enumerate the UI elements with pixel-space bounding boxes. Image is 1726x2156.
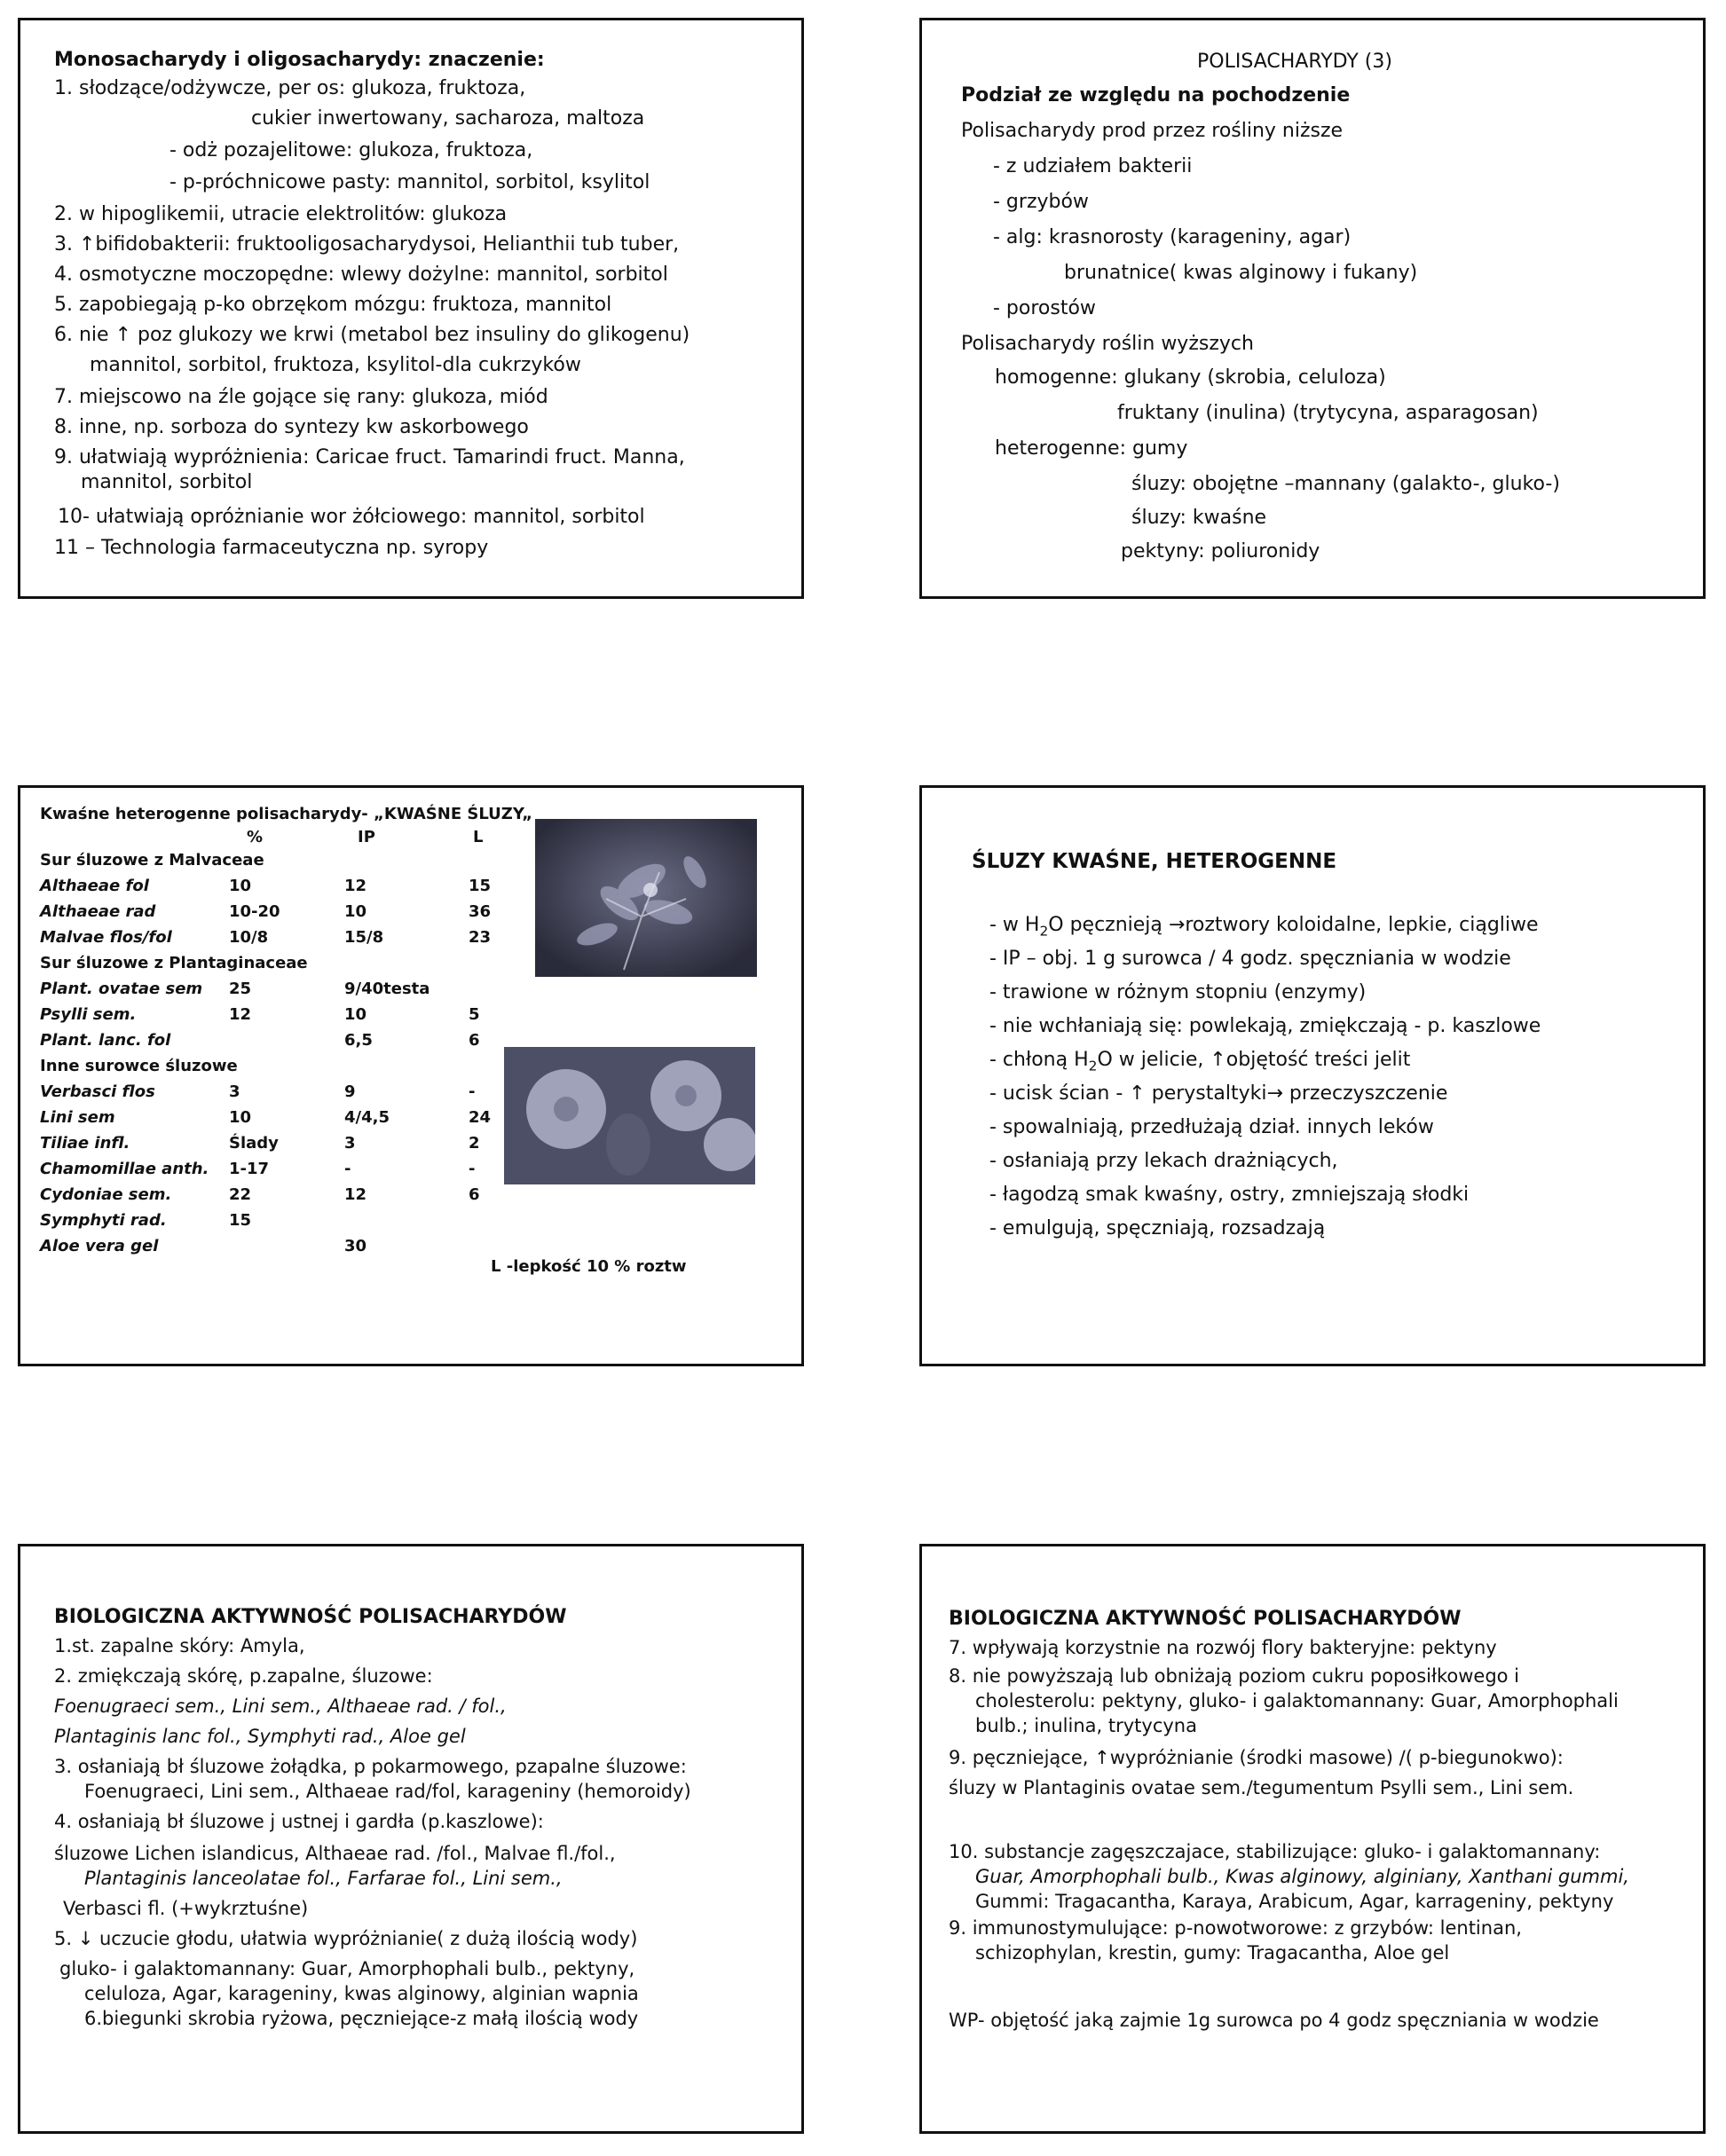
text-line: 9. immunostymulujące: p-nowotworowe: z grzybów: lentinan, bbox=[949, 1917, 1522, 1939]
table-cell-name: Plant. lanc. fol bbox=[40, 1031, 171, 1050]
text-line: 4. osłaniają bł śluzowe j ustnej i gardła (p.kaszlowe): bbox=[54, 1811, 544, 1832]
table-cell-name: Althaeae rad bbox=[40, 902, 156, 921]
text-line: celuloza, Agar, karageniny, kwas alginowy, alginian wapnia bbox=[84, 1983, 639, 2004]
table-cell-name: Psylli sem. bbox=[40, 1005, 137, 1024]
table-cell-value: 15/8 bbox=[344, 928, 384, 947]
table-cell-value: 12 bbox=[344, 1185, 367, 1204]
text-line: Foenugraeci, Lini sem., Althaeae rad/fol, karageniny (hemoroidy) bbox=[84, 1781, 691, 1802]
table-cell-value: 3 bbox=[344, 1134, 356, 1153]
table-cell-name: Sur śluzowe z Malvaceae bbox=[40, 851, 264, 869]
text-line: 7. wpływają korzystnie na rozwój flory bakteryjne: pektyny bbox=[949, 1637, 1497, 1658]
table-cell-value: 12 bbox=[229, 1005, 252, 1024]
text-line: - alg: krasnorosty (karageniny, agar) bbox=[993, 226, 1352, 248]
text-line: - grzybów bbox=[993, 191, 1089, 213]
table-cell-name: Malvae flos/fol bbox=[40, 928, 172, 947]
table-cell-name: Cydoniae sem. bbox=[40, 1185, 172, 1204]
table-cell-value: 12 bbox=[344, 877, 367, 895]
table-header-pct: % bbox=[247, 828, 264, 846]
text-line: Plantaginis lanceolatae fol., Farfarae fol., Lini sem., bbox=[84, 1868, 563, 1889]
text-line: 6.biegunki skrobia ryżowa, pęczniejące-z małą ilością wody bbox=[84, 2008, 639, 2029]
text-line: 1. słodzące/odżywcze, per os: glukoza, fruktoza, bbox=[54, 77, 526, 99]
text-line: Gummi: Tragacantha, Karaya, Arabicum, Agar, karrageniny, pektyny bbox=[975, 1891, 1614, 1912]
table-cell-name: Symphyti rad. bbox=[40, 1211, 167, 1230]
slide-biologiczna-aktywnosc-2 bbox=[919, 1544, 1706, 2134]
table-title: Kwaśne heterogenne polisacharydy- „KWAŚNE ŚLUZY„ bbox=[40, 805, 533, 823]
slide-monosacharydy bbox=[18, 18, 804, 599]
table-cell-value: 10 bbox=[344, 1005, 367, 1024]
table-cell-name: Inne surowce śluzowe bbox=[40, 1057, 238, 1075]
table-cell-value: 23 bbox=[469, 928, 492, 947]
table-cell-value: - bbox=[469, 1160, 476, 1178]
table-cell-value: 5 bbox=[469, 1005, 480, 1024]
table-cell-value: 10-20 bbox=[229, 902, 280, 921]
slide-subtitle: Podział ze względu na pochodzenie bbox=[961, 84, 1351, 106]
table-cell-value: 6 bbox=[469, 1031, 480, 1050]
table-cell-value: 15 bbox=[229, 1211, 252, 1230]
text-line: śluzy w Plantaginis ovatae sem./tegumentum Psylli sem., Lini sem. bbox=[949, 1777, 1574, 1798]
text-line: 3. osłaniają bł śluzowe żołądka, p pokarmowego, pzapalne śluzowe: bbox=[54, 1756, 687, 1777]
table-cell-value: 36 bbox=[469, 902, 492, 921]
text-line: 9. pęczniejące, ↑wypróżnianie (środki masowe) /( p-biegunokwo): bbox=[949, 1747, 1564, 1768]
text-line: - osłaniają przy lekach drażniących, bbox=[989, 1150, 1338, 1172]
text-line: Foenugraeci sem., Lini sem., Althaeae rad. / fol., bbox=[54, 1696, 507, 1717]
slide-title: BIOLOGICZNA AKTYWNOŚĆ POLISACHARYDÓW bbox=[949, 1608, 1462, 1630]
table-header-l: L bbox=[473, 828, 484, 846]
table-cell-name: Tiliae infl. bbox=[40, 1134, 130, 1153]
text-line: śluzy: obojętne –mannany (galakto-, gluko-) bbox=[1131, 473, 1560, 495]
text-line: - trawione w różnym stopniu (enzymy) bbox=[989, 981, 1367, 1003]
text-line: - nie wchłaniają się: powlekają, zmiękczają - p. kaszlowe bbox=[989, 1015, 1541, 1037]
text-line: - spowalniają, przedłużają dział. innych leków bbox=[989, 1116, 1434, 1138]
plant-photo-flower bbox=[535, 819, 757, 977]
table-cell-value: 10 bbox=[229, 877, 252, 895]
text-line: 6. nie ↑ poz glukozy we krwi (metabol bez insuliny do glikogenu) bbox=[54, 324, 690, 346]
table-cell-value: 22 bbox=[229, 1185, 252, 1204]
text-line: 1.st. zapalne skóry: Amyla, bbox=[54, 1635, 305, 1656]
table-cell-value: 15 bbox=[469, 877, 492, 895]
plant-photo-flowers bbox=[504, 1047, 755, 1184]
text-line: fruktany (inulina) (trytycyna, asparagosan) bbox=[1117, 402, 1539, 424]
text-line: - ucisk ścian - ↑ perystaltyki→ przeczyszczenie bbox=[989, 1082, 1448, 1105]
text-line: 5. ↓ uczucie głodu, ułatwia wypróżnianie( z dużą ilością wody) bbox=[54, 1928, 638, 1949]
text-line: - w $H_2O$ pęcznieją →roztwory koloidalne, lepkie, ciągliwe bbox=[989, 914, 1539, 940]
text-line: - odż pozajelitowe: glukoza, fruktoza, bbox=[169, 139, 533, 161]
text-line: Verbasci fl. (+wykrztuśne) bbox=[63, 1898, 309, 1919]
text-line: cholesterolu: pektyny, gluko- i galaktomannany: Guar, Amorphophali bbox=[975, 1690, 1619, 1711]
table-cell-value: 25 bbox=[229, 980, 252, 998]
text-line: 8. inne, np. sorboza do syntezy kw askorbowego bbox=[54, 416, 529, 438]
table-cell-value: 9 bbox=[344, 1082, 356, 1101]
text-line: - z udziałem bakterii bbox=[993, 155, 1193, 177]
text-line: - IP – obj. 1 g surowca / 4 godz. spęczniania w wodzie bbox=[989, 948, 1511, 970]
table-cell-value: 6,5 bbox=[344, 1031, 373, 1050]
text-line: 9. ułatwiają wypróżnienia: Caricae fruct. Tamarindi fruct. Manna, bbox=[54, 446, 685, 468]
table-cell-value: 9/40testa bbox=[344, 980, 430, 998]
table-cell-name: Chamomillae anth. bbox=[40, 1160, 209, 1178]
table-cell-value: 10/8 bbox=[229, 928, 269, 947]
slide-sluzy-kwasne bbox=[919, 785, 1706, 1366]
table-cell-value: 3 bbox=[229, 1082, 240, 1101]
text-line: pektyny: poliuronidy bbox=[1121, 540, 1320, 563]
text-line: śluzowe Lichen islandicus, Althaeae rad. /fol., Malvae fl./fol., bbox=[54, 1843, 616, 1864]
table-cell-value: 24 bbox=[469, 1108, 492, 1127]
text-line: 2. w hipoglikemii, utracie elektrolitów: glukoza bbox=[54, 203, 508, 225]
text-line: - p-próchnicowe pasty: mannitol, sorbitol, ksylitol bbox=[169, 171, 650, 193]
text-line: - porostów bbox=[993, 297, 1096, 319]
text-line: Guar, Amorphophali bulb., Kwas alginowy, alginiany, Xanthani gummi, bbox=[975, 1866, 1629, 1887]
text-line: WP- objętość jaką zajmie 1g surowca po 4 godz spęczniania w wodzie bbox=[949, 2010, 1599, 2031]
text-line: schizophylan, krestin, gumy: Tragacantha, Aloe gel bbox=[975, 1942, 1450, 1963]
table-cell-name: Plant. ovatae sem bbox=[40, 980, 203, 998]
text-line: 2. zmiękczają skórę, p.zapalne, śluzowe: bbox=[54, 1665, 433, 1687]
table-cell-value: 6 bbox=[469, 1185, 480, 1204]
table-cell-name: Verbasci flos bbox=[40, 1082, 155, 1101]
text-line: Polisacharydy roślin wyższych bbox=[961, 333, 1254, 355]
slide-kwasne-sluzy-table bbox=[18, 785, 804, 1366]
slide-polisacharydy bbox=[919, 18, 1706, 599]
text-line: 10. substancje zagęszczajace, stabilizujące: gluko- i galaktomannany: bbox=[949, 1841, 1601, 1862]
text-line: mannitol, sorbitol bbox=[81, 471, 253, 493]
slide-title: POLISACHARYDY (3) bbox=[1197, 51, 1392, 73]
text-line: - łagodzą smak kwaśny, ostry, zmniejszają słodki bbox=[989, 1184, 1470, 1206]
table-cell-name: Lini sem bbox=[40, 1108, 115, 1127]
table-cell-name: Sur śluzowe z Plantaginaceae bbox=[40, 954, 308, 972]
text-line: 11 – Technologia farmaceutyczna np. syropy bbox=[54, 537, 489, 559]
table-cell-value: 30 bbox=[344, 1237, 367, 1255]
table-header-ip: IP bbox=[358, 828, 375, 846]
table-cell-value: 4/4,5 bbox=[344, 1108, 390, 1127]
text-line: Polisacharydy prod przez rośliny niższe bbox=[961, 120, 1344, 142]
table-cell-value: - bbox=[344, 1160, 351, 1178]
text-line: 7. miejscowo na źle gojące się rany: glukoza, miód bbox=[54, 386, 548, 408]
slide-title: ŚLUZY KWAŚNE, HETEROGENNE bbox=[972, 850, 1337, 873]
slide-title: BIOLOGICZNA AKTYWNOŚĆ POLISACHARYDÓW bbox=[54, 1606, 567, 1628]
text-line: Plantaginis lanc fol., Symphyti rad., Aloe gel bbox=[54, 1726, 466, 1747]
table-cell-value: Ślady bbox=[229, 1134, 279, 1153]
table-cell-value: 1-17 bbox=[229, 1160, 270, 1178]
text-line: 10- ułatwiają opróżnianie wor żółciowego: mannitol, sorbitol bbox=[58, 506, 645, 528]
text-line: brunatnice( kwas alginowy i fukany) bbox=[1064, 262, 1418, 284]
table-cell-value: 10 bbox=[344, 902, 367, 921]
slide-title: Monosacharydy i oligosacharydy: znaczenie: bbox=[54, 49, 545, 71]
text-line: cukier inwertowany, sacharoza, maltoza bbox=[251, 107, 645, 130]
table-cell-value: - bbox=[469, 1082, 476, 1101]
text-line: bulb.; inulina, trytycyna bbox=[975, 1715, 1197, 1736]
text-line: homogenne: glukany (skrobia, celuloza) bbox=[995, 366, 1386, 389]
table-cell-value: 2 bbox=[469, 1134, 480, 1153]
text-line: 5. zapobiegają p-ko obrzękom mózgu: fruktoza, mannitol bbox=[54, 294, 612, 316]
text-line: 4. osmotyczne moczopędne: wlewy dożylne: mannitol, sorbitol bbox=[54, 264, 668, 286]
text-line: mannitol, sorbitol, fruktoza, ksylitol-dla cukrzyków bbox=[90, 354, 581, 376]
text-line: - chłoną $H_2O$ w jelicie, ↑objętość treści jelit bbox=[989, 1049, 1411, 1074]
text-line: śluzy: kwaśne bbox=[1131, 507, 1267, 529]
slide-biologiczna-aktywnosc-1 bbox=[18, 1544, 804, 2134]
text-line: 3. ↑bifidobakterii: fruktooligosacharydysoi, Helianthii tub tuber, bbox=[54, 233, 680, 256]
text-line: heterogenne: gumy bbox=[995, 437, 1188, 460]
text-line: 8. nie powyższają lub obniżają poziom cukru poposiłkowego i bbox=[949, 1665, 1520, 1687]
text-line: - emulgują, spęczniają, rozsadzają bbox=[989, 1217, 1326, 1239]
text-line: gluko- i galaktomannany: Guar, Amorphophali bulb., pektyny, bbox=[59, 1958, 635, 1979]
table-cell-name: Aloe vera gel bbox=[40, 1237, 159, 1255]
table-cell-value: 10 bbox=[229, 1108, 252, 1127]
table-note: L -lepkość 10 % roztw bbox=[491, 1257, 687, 1276]
table-cell-name: Althaeae fol bbox=[40, 877, 149, 895]
